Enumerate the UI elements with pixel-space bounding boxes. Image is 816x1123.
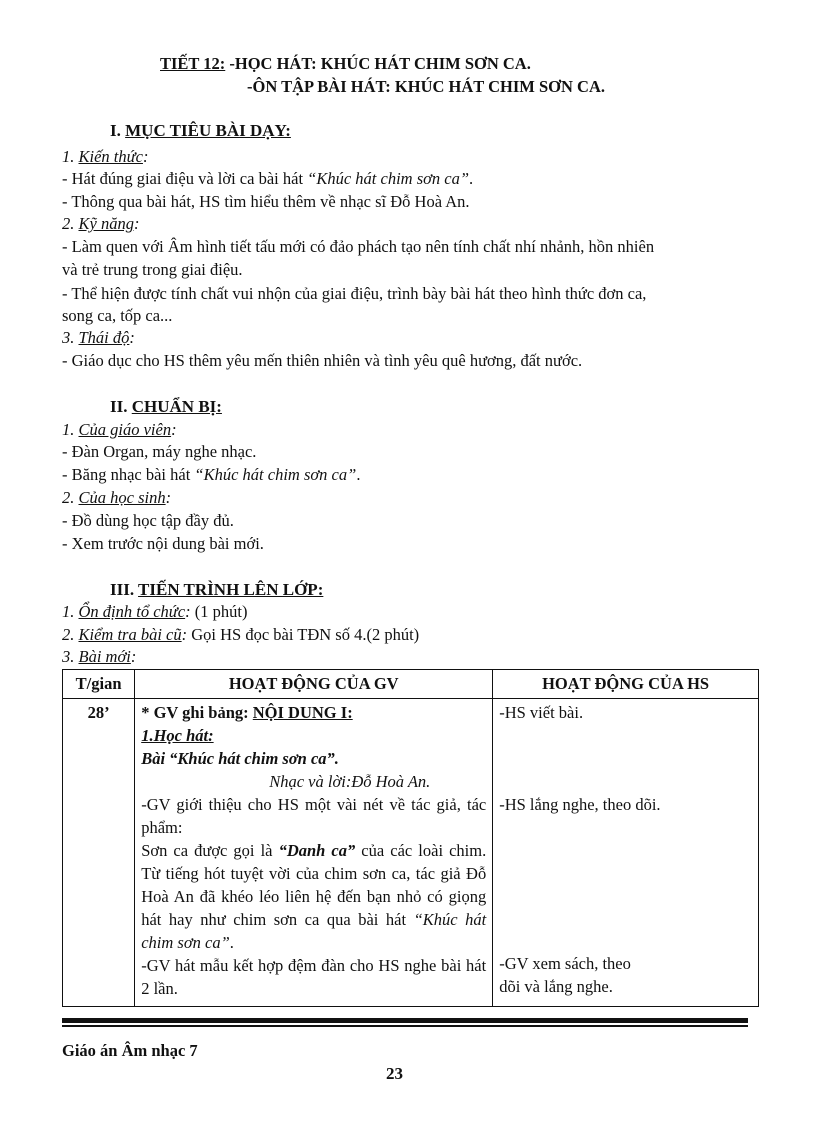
bullet-line-cont: song ca, tốp ca...: [62, 306, 173, 325]
bullet-line-cont: và trẻ trung trong giai điệu.: [62, 260, 243, 279]
table-header-row: [63, 670, 759, 699]
para-text: Sơn ca được gọi là: [141, 841, 279, 860]
sub-label: Của giáo viên: [78, 420, 172, 439]
lesson-title-line2: -ÔN TẬP BÀI HÁT: KHÚC HÁT CHIM SƠN CA.: [247, 77, 605, 96]
sub-colon: :: [133, 214, 140, 233]
song-title: Bài “Khúc hát chim sơn ca”.: [141, 749, 339, 768]
subheading-giao-vien: [62, 419, 177, 441]
bullet-text: - Băng nhạc bài hát: [62, 465, 195, 484]
table-row: [63, 699, 759, 1007]
para-text: của các loài chim. Từ tiếng hót tuyệt vời của chim sơn ca, tác giả Đỗ Hoà An đã khéo léo liên hệ đến bạn nhỏ có giọng hát hay như chim sơn ca qua bài hát: [141, 841, 487, 929]
sub-colon: :: [129, 328, 135, 347]
bullet-line: - Đồ dùng học tập đầy đủ.: [62, 511, 234, 530]
section-2-heading: [110, 397, 222, 417]
gv-paragraph: [141, 839, 486, 954]
lesson-title-1: -HỌC HÁT: KHÚC HÁT CHIM SƠN CA.: [225, 54, 531, 73]
sub-label: Thái độ: [78, 328, 130, 347]
sub-label: Của học sinh: [78, 488, 166, 507]
bullet-line: - Thể hiện được tính chất vui nhộn của giai điệu, trình bày bài hát theo hình thức đơn ca,: [62, 284, 647, 303]
sub-number: 3.: [62, 328, 79, 347]
sub-number: 1.: [62, 420, 79, 439]
footer-label: Giáo án Âm nhạc 7: [62, 1041, 198, 1060]
section-3-heading: [110, 580, 323, 600]
para-bold: “Danh ca”: [278, 841, 356, 860]
gv-note-prefix: * GV ghi bảng:: [141, 703, 253, 722]
composer-credit: Nhạc và lời:Đỗ Hoà An.: [269, 772, 431, 791]
hs-activity-3a: -GV xem sách, theo: [499, 954, 631, 973]
sub-number: 2.: [62, 488, 79, 507]
footer-rule-thin: [62, 1025, 748, 1027]
hs-activity-1: -HS viết bài.: [499, 703, 584, 722]
section-3-title: TIẾN TRÌNH LÊN LỚP:: [138, 580, 324, 599]
header-gv: HOẠT ĐỘNG CỦA GV: [135, 670, 493, 699]
footer-rule-thick: [62, 1018, 748, 1023]
sub-label: Kiến thức: [78, 147, 143, 166]
section-1-title: MỤC TIÊU BÀI DẠY:: [125, 121, 291, 140]
bullet-end: .: [469, 169, 474, 188]
song-name: “Khúc hát chim sơn ca”: [141, 910, 487, 952]
lesson-number: TIẾT 12:: [160, 54, 226, 73]
sub-number: 1.: [62, 602, 79, 621]
sub-number: 1.: [62, 147, 79, 166]
section-1-heading: [110, 121, 291, 141]
subheading-kien-thuc: [62, 146, 148, 168]
section-1-number: I.: [110, 121, 126, 140]
section-3-number: III.: [110, 580, 139, 599]
hoc-hat-heading: 1.Học hát:: [141, 726, 214, 745]
header-hs: HOẠT ĐỘNG CỦA HS: [493, 670, 759, 699]
sub-colon: :: [142, 147, 149, 166]
sub-label: Bài mới: [78, 647, 131, 666]
song-name: “Khúc hát chim sơn ca”: [307, 169, 470, 188]
bullet-text: - Hát đúng giai điệu và lời ca bài hát: [62, 169, 308, 188]
sub-colon: :: [181, 625, 188, 644]
header-time: T/gian: [63, 670, 135, 699]
song-name: “Khúc hát chim sơn ca”: [194, 465, 357, 484]
subheading-ky-nang: [62, 213, 139, 235]
gv-intro: -GV giới thiệu cho HS một vài nét về tác giả, tác phẩm:: [141, 795, 487, 837]
bullet-line: - Đàn Organ, máy nghe nhạc.: [62, 442, 257, 461]
sub-colon: :: [171, 420, 177, 439]
sub-number: 3.: [62, 647, 79, 666]
section-2-number: II.: [110, 397, 132, 416]
page-number: 23: [386, 1064, 403, 1083]
bullet-line: - Thông qua bài hát, HS tìm hiểu thêm về nhạc sĩ Đỗ Hoà An.: [62, 192, 470, 211]
hs-activity-2: -HS lắng nghe, theo dõi.: [499, 795, 661, 814]
subheading-thai-do: [62, 327, 135, 349]
hs-cell: [493, 699, 759, 1007]
bullet-line: - Xem trước nội dung bài mới.: [62, 534, 264, 553]
bullet-end: .: [356, 465, 361, 484]
step-text: Gọi HS đọc bài TĐN số 4.(2 phút): [187, 625, 420, 644]
sub-number: 2.: [62, 625, 79, 644]
hs-activity-3b: dõi và lắng nghe.: [499, 977, 613, 996]
para-end: .: [229, 933, 234, 952]
step-bai-moi: [62, 646, 136, 668]
step-on-dinh: [62, 601, 247, 623]
step-text: (1 phút): [190, 602, 248, 621]
lesson-title-line1: [160, 54, 531, 74]
subheading-hoc-sinh: [62, 487, 171, 509]
bullet-line: [62, 168, 473, 190]
step-kiem-tra: [62, 624, 419, 646]
section-2-title: CHUẨN BỊ:: [131, 397, 222, 416]
sub-label: Kỹ năng: [78, 214, 134, 233]
activity-table: [62, 669, 759, 1007]
sub-label: Ổn định tổ chức: [78, 602, 186, 621]
time-cell: 28’: [63, 699, 135, 1007]
sub-colon: :: [185, 602, 191, 621]
bullet-line: [62, 464, 360, 486]
gv-note: [141, 701, 486, 724]
sub-colon: :: [165, 488, 172, 507]
gv-note-content: NỘI DUNG I:: [252, 703, 353, 722]
gv-cell: [135, 699, 493, 1007]
bullet-line: - Làm quen với Âm hình tiết tấu mới có đảo phách tạo nên tính chất nhí nhảnh, hồn nhiên: [62, 237, 655, 256]
sub-colon: :: [130, 647, 137, 666]
gv-sing: -GV hát mẫu kết hợp đệm đàn cho HS nghe bài hát 2 lần.: [141, 956, 487, 998]
sub-label: Kiểm tra bài cũ: [78, 625, 182, 644]
sub-number: 2.: [62, 214, 79, 233]
bullet-line: - Giáo dục cho HS thêm yêu mến thiên nhiên và tình yêu quê hương, đất nước.: [62, 351, 583, 370]
